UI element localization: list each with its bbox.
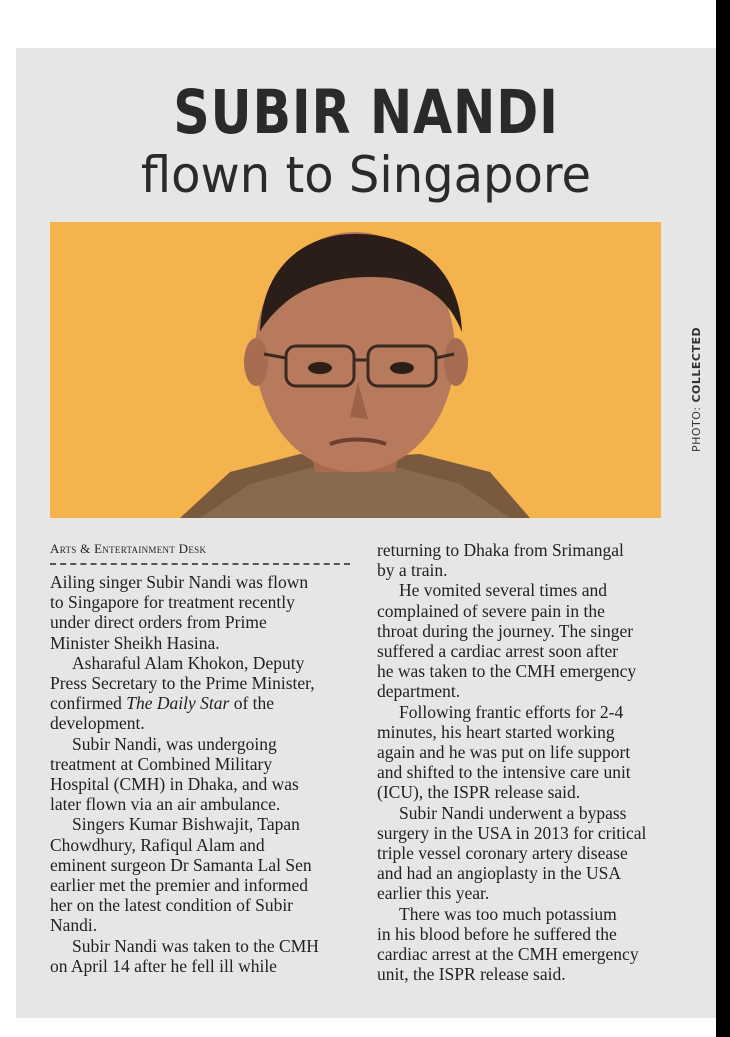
article-line: to Singapore for treatment recently <box>50 592 295 613</box>
article-line: triple vessel coronary artery disease <box>377 843 628 864</box>
article-line: He vomited several times and <box>399 580 607 601</box>
publication-name: The Daily Star <box>126 693 230 714</box>
article-line: treatment at Combined Military <box>50 753 273 774</box>
article-line: complained of severe pain in the <box>377 600 605 621</box>
article-line: Press Secretary to the Prime Minister, <box>50 673 315 694</box>
article-line: surgery in the USA in 2013 for critical <box>377 822 647 843</box>
article-line: again and he was put on life support <box>377 742 631 763</box>
article-line: suffered a cardiac arrest soon after <box>377 641 619 662</box>
article-line: on April 14 after he fell ill while <box>50 955 277 976</box>
page-edge-bar <box>716 0 730 1037</box>
article-line: under direct orders from Prime <box>50 612 267 633</box>
article-line: Singers Kumar Bishwajit, Tapan <box>72 814 300 835</box>
article-line: Minister Sheikh Hasina. <box>50 632 220 653</box>
article-line: eminent surgeon Dr Samanta Lal Sen <box>50 854 312 875</box>
article-line: and shifted to the intensive care unit <box>377 762 631 783</box>
article-line: earlier this year. <box>377 883 490 904</box>
byline: Arts & Entertainment Desk <box>50 541 207 556</box>
article-line: Following frantic efforts for 2-4 <box>399 701 624 722</box>
article-line: later flown via an air ambulance. <box>50 794 281 815</box>
article-line: confirmed The Daily Star of the <box>50 693 275 714</box>
article-line: minutes, his heart started working <box>377 721 615 742</box>
headline: SUBIR NANDI <box>173 77 559 148</box>
article-line: cardiac arrest at the CMH emergency <box>377 944 639 965</box>
article-line: he was taken to the CMH emergency <box>377 661 637 682</box>
article-line: There was too much potassium <box>399 903 617 924</box>
article-line: department. <box>377 681 461 702</box>
byline-divider <box>50 563 350 565</box>
article-line: and had an angioplasty in the USA <box>377 863 621 884</box>
article-line: Subir Nandi underwent a bypass <box>399 802 627 823</box>
article-line: Nandi. <box>50 915 98 936</box>
article-line: Chowdhury, Rafiqul Alam and <box>50 834 265 855</box>
article-column-2 <box>377 540 679 984</box>
article-line: Ailing singer Subir Nandi was flown <box>50 572 309 592</box>
article-line: earlier met the premier and informed <box>50 875 309 896</box>
photo-credit-name: COLLECTED <box>690 326 703 403</box>
article-line: Hospital (CMH) in Dhaka, and was <box>50 774 299 795</box>
article-line: Asharaful Alam Khokon, Deputy <box>72 652 305 673</box>
article-line: (ICU), the ISPR release said. <box>377 782 581 803</box>
article-line: by a train. <box>377 560 448 581</box>
article-column-1 <box>50 572 352 976</box>
article-line: in his blood before he suffered the <box>377 923 617 944</box>
article-line: development. <box>50 713 145 734</box>
article-line: unit, the ISPR release said. <box>377 964 566 985</box>
article-line: her on the latest condition of Subir <box>50 895 294 916</box>
article-line: Subir Nandi was taken to the CMH <box>72 935 319 956</box>
photo-credit-prefix: PHOTO: <box>690 406 703 452</box>
subheadline: flown to Singapore <box>140 146 592 204</box>
portrait-illustration <box>50 222 661 518</box>
article-line: Subir Nandi, was undergoing <box>72 733 277 754</box>
photo-credit <box>690 327 703 452</box>
portrait-photo <box>50 222 661 518</box>
article-line: returning to Dhaka from Srimangal <box>377 540 624 560</box>
article-line: throat during the journey. The singer <box>377 620 634 641</box>
